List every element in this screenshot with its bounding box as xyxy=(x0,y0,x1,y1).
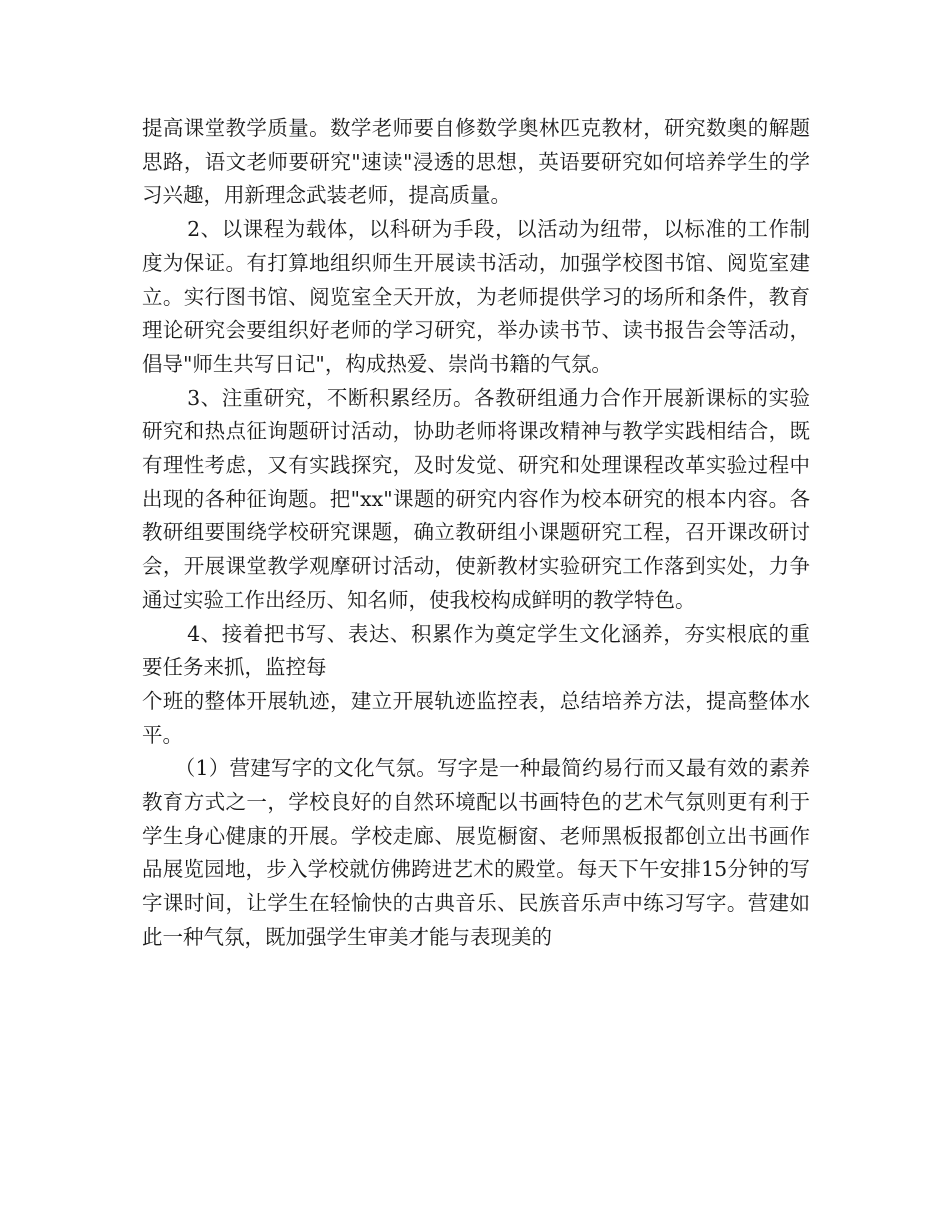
document-body xyxy=(142,112,810,955)
paragraph-item-2: 2、以课程为载体，以科研为手段，以活动为纽带，以标准的工作制度为保证。有打算地组织师生开展读书活动，加强学校图书馆、阅览室建立。实行图书馆、阅览室全天开放，为老师提供学习的场所和条件，教育理论研究会要组织好老师的学习研究，举办读书节、读书报告会等活动，倡导"师生共写日记"，构成热爱、崇尚书籍的气氛。 xyxy=(142,217,810,376)
paragraph-item-4: 4、接着把书写、表达、积累作为奠定学生文化涵养，夯实根底的重要任务来抓，监控每 xyxy=(142,621,810,680)
paragraph-item-3: 3、注重研究，不断积累经历。各教研组通力合作开展新课标的实验研究和热点征询题研讨活动，协助老师将课改精神与教学实践相结合，既有理性考虑，又有实践探究，及时发觉、研究和处理课程改革实验过程中出现的各种征询题。把"xx"课题的研究内容作为校本研究的根本内容。各教研组要围绕学校研究课题，确立教研组小课题研究工程，召开课改研讨会，开展课堂教学观摩研讨活动，使新教材实验研究工作落到实处，力争通过实验工作出经历、知名师，使我校构成鲜明的教学特色。 xyxy=(142,385,810,612)
paragraph-item-4-continued: 个班的整体开展轨迹，建立开展轨迹监控表，总结培养方法，提高整体水平。 xyxy=(142,688,810,747)
paragraph-teaching-quality: 提高课堂教学质量。数学老师要自修数学奥林匹克教材，研究数奥的解题思路，语文老师要研究"速读"浸透的思想，英语要研究如何培养学生的学习兴趣，用新理念武装老师，提高质量。 xyxy=(142,116,810,208)
paragraph-subitem-1: （1）营建写字的文化气氛。写字是一种最简约易行而又最有效的素养教育方式之一，学校良好的自然环境配以书画特色的艺术气氛则更有利于学生身心健康的开展。学校走廊、展览橱窗、老师黑板报都创立出书画作品展览园地，步入学校就仿佛跨进艺术的殿堂。每天下午安排15分钟的写字课时间，让学生在轻愉快的古典音乐、民族音乐声中练习写字。营建如此一种气氛，既加强学生审美才能与表现美的 xyxy=(142,756,810,949)
